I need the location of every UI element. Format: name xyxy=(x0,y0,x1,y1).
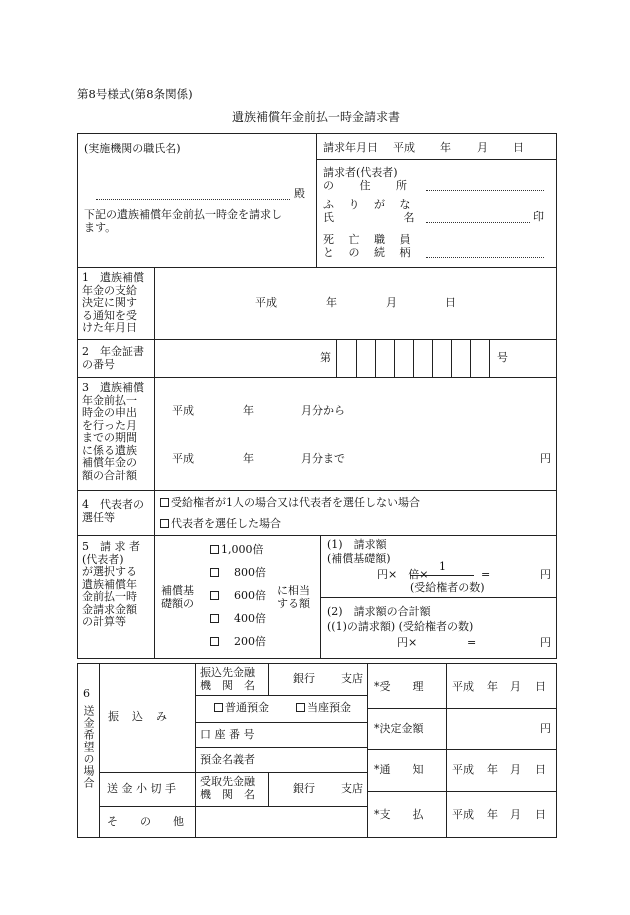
other-label: そ の 他 xyxy=(107,815,184,828)
checkbox-400[interactable] xyxy=(210,614,219,623)
tsuchi-nen: 年 xyxy=(487,763,498,776)
remittance-table xyxy=(77,663,557,838)
calc1-denominator: (受給権者の数) xyxy=(410,581,485,594)
checkbox-800[interactable] xyxy=(210,568,219,577)
calc1-numerator: 1 xyxy=(439,560,446,573)
furigana-label: ふ り が な xyxy=(323,198,411,211)
recv-shiten[interactable]: 支店 xyxy=(341,782,363,795)
status-uketori: *受 理 xyxy=(374,680,424,693)
row1-label: 1 遺族補償 年金の支給 決定に関す る通知を受 けた年月日 xyxy=(82,271,144,334)
status-shiharai: *支 払 xyxy=(374,808,424,821)
calc1-eq: = xyxy=(481,568,491,581)
shiharai-tsuki: 月 xyxy=(510,808,521,821)
checkbox-1000[interactable] xyxy=(210,545,219,554)
calc1-en: 円 xyxy=(540,568,551,581)
kogitte-label: 送 金 小 切 手 xyxy=(107,782,176,795)
multiplier-600[interactable]: 600倍 xyxy=(210,590,266,603)
recv-ginko[interactable]: 銀行 xyxy=(293,782,315,795)
seal-mark: 印 xyxy=(533,210,544,223)
shiharai-nen: 年 xyxy=(487,808,498,821)
row1-hi: 日 xyxy=(445,296,456,309)
uketori-heisei: 平成 xyxy=(452,680,474,693)
row1-tsuki: 月 xyxy=(386,296,397,309)
checkbox-toza[interactable] xyxy=(296,703,305,712)
row3-to-heisei: 平成 xyxy=(172,452,194,465)
row6-number: 6 xyxy=(83,687,90,700)
multiplier-400[interactable]: 400倍 xyxy=(210,613,266,626)
futsu-option[interactable]: 普通預金 xyxy=(214,702,269,715)
row1-nen: 年 xyxy=(326,296,337,309)
row1-heisei: 平成 xyxy=(255,296,277,309)
row3-label: 3 遺族補償 年金前払一 時金の申出 を行った月 までの期間 に係る遺族 補償年金の 額の合計額 xyxy=(82,381,144,482)
claim-date-nen: 年 xyxy=(440,141,451,154)
claim-date-label: 請求年月日 xyxy=(323,141,378,154)
multiplier-1000[interactable]: 1,000倍 xyxy=(210,544,264,557)
row3-to: 月分まで xyxy=(301,452,345,465)
multiplier-200[interactable]: 200倍 xyxy=(210,636,266,649)
row4-option-single[interactable]: 受給権者が1人の場合又は代表者を選任しない場合 xyxy=(160,497,420,510)
calc1-sub: (補償基礎額) xyxy=(327,552,391,565)
row5-ni-sou: に相当 する額 xyxy=(277,584,310,610)
account-no-label: 口 座 番 号 xyxy=(200,728,255,741)
kettei-en: 円 xyxy=(540,722,551,735)
row3-en: 円 xyxy=(540,452,551,465)
calc1-title: (1) 請求額 xyxy=(327,538,387,551)
calc2-expr: 円× xyxy=(397,636,418,649)
bank-shiten[interactable]: 支店 xyxy=(341,672,363,685)
checkbox-200[interactable] xyxy=(210,637,219,646)
address-line[interactable] xyxy=(426,190,544,191)
checkbox-futsu[interactable] xyxy=(214,703,223,712)
furikomi-label: 振 込 み xyxy=(108,710,168,723)
row2-label: 2 年金証書 の番号 xyxy=(82,345,144,371)
relation-line[interactable] xyxy=(426,257,544,258)
recv-bank-label: 受取先金融 機 関 名 xyxy=(200,775,255,801)
shiharai-heisei: 平成 xyxy=(452,808,474,821)
tsuchi-heisei: 平成 xyxy=(452,763,474,776)
shiharai-hi: 日 xyxy=(535,808,546,821)
multiplier-800[interactable]: 800倍 xyxy=(210,567,266,580)
claim-date-hi: 日 xyxy=(513,141,524,154)
row5-base-label: 補償基 礎額の xyxy=(161,584,194,610)
holder-label: 預金名義者 xyxy=(200,753,255,766)
uketori-tsuki: 月 xyxy=(510,680,521,693)
row4-label: 4 代表者の 選任等 xyxy=(82,498,144,524)
calc1-fraction-bar xyxy=(410,575,474,576)
calc2-en: 円 xyxy=(540,636,551,649)
status-tsuchi: *通 知 xyxy=(374,763,424,776)
status-kettei: *決定金額 xyxy=(374,722,424,735)
checkbox-600[interactable] xyxy=(210,591,219,600)
row3-from-heisei: 平成 xyxy=(172,404,194,417)
row3-from: 月分から xyxy=(301,404,345,417)
tsuchi-hi: 日 xyxy=(535,763,546,776)
calc2-sub: ((1)の請求額) (受給権者の数) xyxy=(327,620,474,633)
uketori-hi: 日 xyxy=(535,680,546,693)
relation-label-1: 死 亡 職 員 xyxy=(323,233,411,246)
bank-label: 振込先金融 機 関 名 xyxy=(200,666,255,692)
org-label: (実施機関の職氏名) xyxy=(84,142,181,155)
toza-option[interactable]: 当座預金 xyxy=(296,702,351,715)
row3-to-nen: 年 xyxy=(243,452,254,465)
row2-go: 号 xyxy=(497,351,508,364)
form-title: 遺族補償年金前払一時金請求書 xyxy=(232,110,401,124)
org-name-line[interactable] xyxy=(96,199,290,200)
name-label: 氏 名 xyxy=(323,211,415,224)
claim-date-tsuki: 月 xyxy=(477,141,488,154)
request-text: 下記の遺族補償年金前払一時金を請求し ます。 xyxy=(84,208,282,234)
calc2-eq: = xyxy=(467,636,477,649)
claim-date-heisei: 平成 xyxy=(393,141,415,154)
checkbox-single[interactable] xyxy=(160,498,169,507)
calc2-title: (2) 請求額の合計額 xyxy=(327,605,431,618)
checkbox-representative[interactable] xyxy=(160,519,169,528)
row4-option-rep[interactable]: 代表者を選任した場合 xyxy=(160,518,281,531)
relation-label-2: と の 続 柄 xyxy=(323,246,411,259)
row3-from-nen: 年 xyxy=(243,404,254,417)
name-line[interactable] xyxy=(426,222,530,223)
address-label: の 住 所 xyxy=(323,179,407,192)
bank-ginko[interactable]: 銀行 xyxy=(293,672,315,685)
row2-dai: 第 xyxy=(320,351,331,364)
form-number: 第8号様式(第8条関係) xyxy=(77,87,193,101)
uketori-nen: 年 xyxy=(487,680,498,693)
row5-label: 5 請 求 者 (代表者) が選択する 遺族補償年 金前払一時 金請求金額 の計算等 xyxy=(82,540,140,628)
calc1-expr: 円× 倍× xyxy=(377,568,429,581)
dono-text: 殿 xyxy=(294,187,305,200)
row6-label: 送金希望の場合 xyxy=(82,705,95,789)
tsuchi-tsuki: 月 xyxy=(510,763,521,776)
claimant-label: 請求者(代表者) xyxy=(323,166,398,179)
